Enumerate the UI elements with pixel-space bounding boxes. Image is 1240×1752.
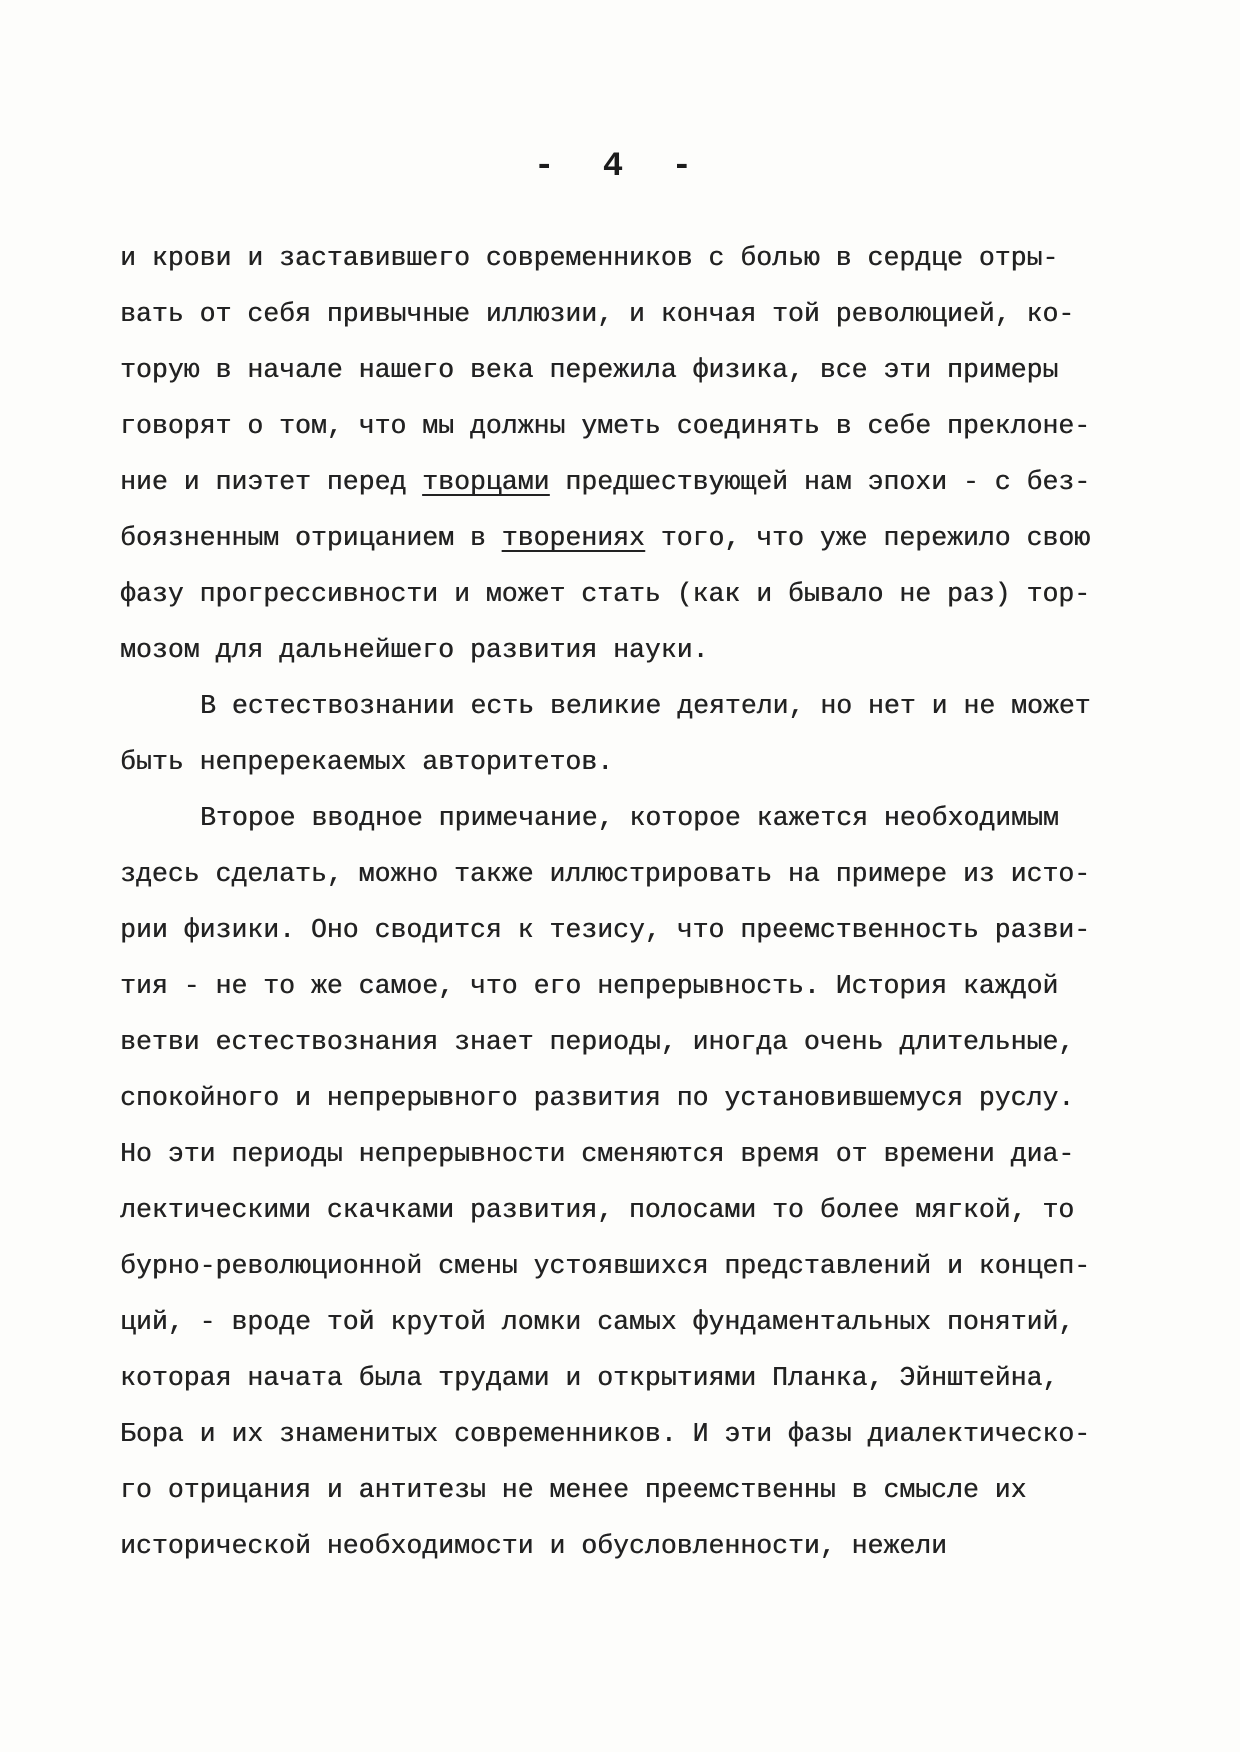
underlined-word: творениях (501, 523, 645, 553)
text-line: и крови и заставившего современников с болью в сердце отры- (120, 243, 1059, 273)
text-line: бурно-революционной смены устоявшихся представлений и концеп- (120, 1251, 1091, 1281)
text-line: рии физики. Оно сводится к тезису, что преемственность разви- (120, 915, 1091, 945)
underlined-word: творцами (422, 467, 550, 497)
text-line: говорят о том, что мы должны уметь соединять в себе преклоне- (120, 411, 1091, 441)
paragraph-start-line: Второе вводное примечание, которое кажется необходимым (200, 803, 1059, 833)
text-line: вать от себя привычные иллюзии, и кончая той революцией, ко- (120, 299, 1075, 329)
text-line: здесь сделать, можно также иллюстрировать на примере из исто- (120, 859, 1091, 889)
body-text (120, 230, 1130, 1574)
paragraph-start-line: В естествознании есть великие деятели, но нет и не может (200, 691, 1091, 721)
text-line: ние и пиэтет перед творцами предшествующей нам эпохи - с без- (120, 467, 1091, 497)
text-line: ветви естествознания знает периоды, иногда очень длительные, (120, 1027, 1075, 1057)
text-line: мозом для дальнейшего развития науки. (120, 635, 709, 665)
text-line: лектическими скачками развития, полосами то более мягкой, то (120, 1195, 1075, 1225)
text-line: торую в начале нашего века пережила физика, все эти примеры (120, 355, 1059, 385)
text-line: Бора и их знаменитых современников. И эти фазы диалектическо- (120, 1419, 1091, 1449)
text-line: фазу прогрессивности и может стать (как и бывало не раз) тор- (120, 579, 1091, 609)
text-line: Но эти периоды непрерывности сменяются время от времени диа- (120, 1139, 1075, 1169)
text-line: спокойного и непрерывного развития по установившемуся руслу. (120, 1083, 1075, 1113)
page-number: - 4 - (533, 148, 707, 186)
text-line: которая начата была трудами и открытиями Планка, Эйнштейна, (120, 1363, 1059, 1393)
text-line: боязненным отрицанием в творениях того, что уже пережило свою (120, 523, 1091, 553)
text-line: тия - не то же самое, что его непрерывность. История каждой (120, 971, 1059, 1001)
text-line: исторической необходимости и обусловленности, нежели (120, 1531, 947, 1561)
text-line: ций, - вроде той крутой ломки самых фундаментальных понятий, (120, 1307, 1075, 1337)
text-line: го отрицания и антитезы не менее преемственны в смысле их (120, 1475, 1027, 1505)
text-line: быть непререкаемых авторитетов. (120, 747, 613, 777)
